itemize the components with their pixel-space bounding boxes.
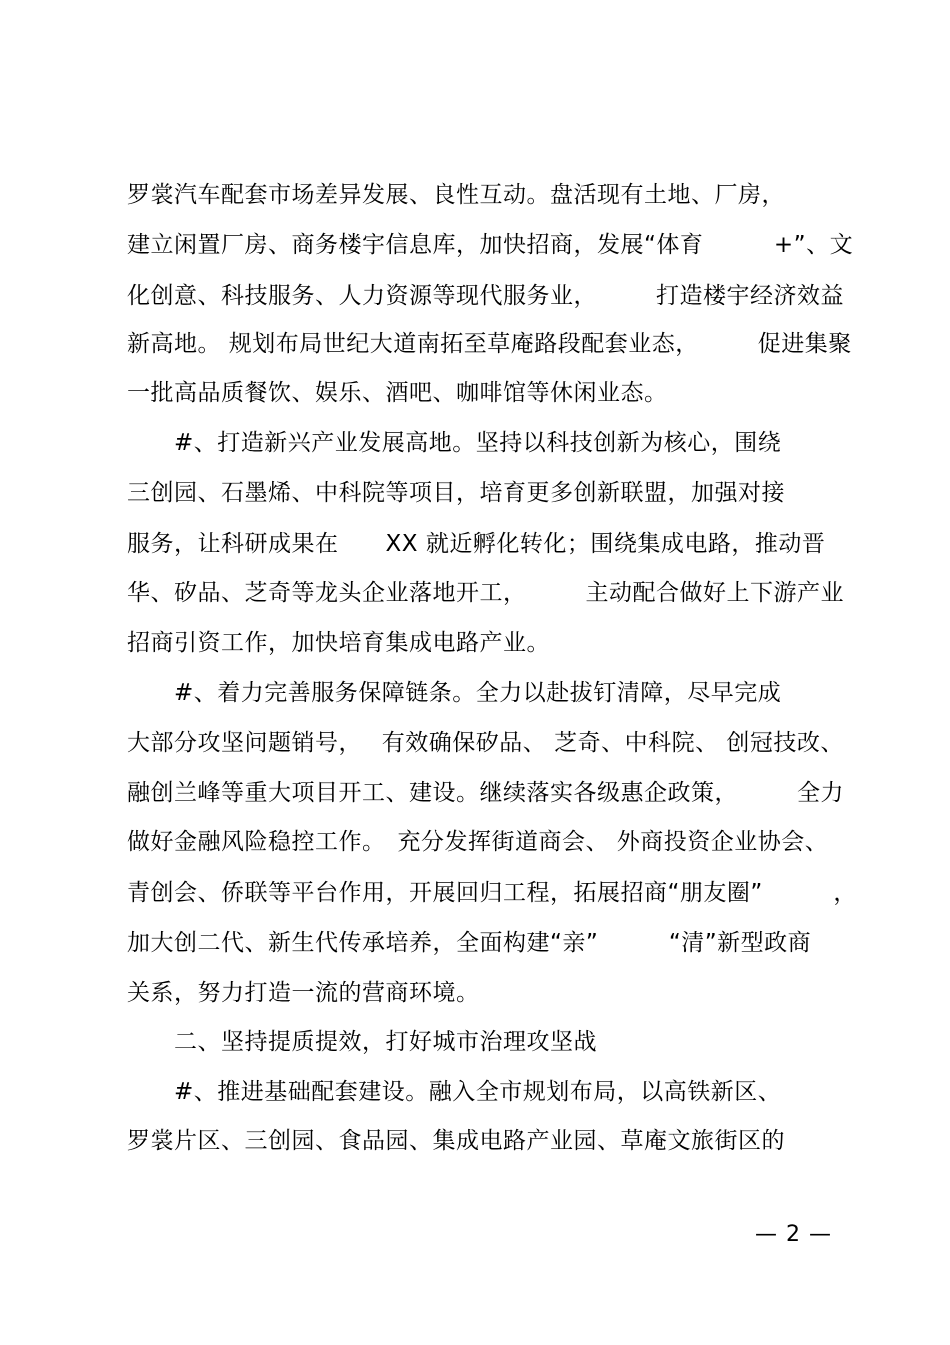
body-text-line: 青创会、侨联等平台作用，开展回归工程，拓展招商“朋友圈” ， — [127, 880, 857, 906]
body-text-line: 招商引资工作，加快培育集成电路产业。 — [127, 630, 550, 656]
body-text-line: 大部分攻坚问题销号， 有效确保矽品、 芝奇、中科院、 创冠技改、 — [127, 730, 844, 756]
page-number: — 2 — — [755, 1222, 832, 1247]
body-text-line: 加大创二代、新生代传承培养，全面构建“亲” “清”新型政商 — [127, 930, 812, 956]
body-text-line: 做好金融风险稳控工作。 充分发挥街道商会、 外商投资企业协会、 — [127, 829, 829, 855]
paragraph-heading-line: #、打造新兴产业发展高地。坚持以科技创新为核心，围绕 — [127, 430, 782, 456]
body-text-line: 罗裳汽车配套市场差异发展、良性互动。盘活现有土地、厂房， — [127, 182, 785, 208]
section-heading: 二、坚持提质提效，打好城市治理攻坚战 — [127, 1029, 597, 1055]
body-text-line: 融创兰峰等重大项目开工、建设。继续落实各级惠企政策， 全力 — [127, 780, 844, 806]
body-text-line: 化创意、科技服务、人力资源等现代服务业， 打造楼宇经济效益 — [127, 283, 844, 309]
body-text-line: 服务，让科研成果在 XX 就近孵化转化；围绕集成电路，推动晋 — [127, 531, 826, 557]
paragraph-heading-line: #、着力完善服务保障链条。全力以赴拔钉清障，尽早完成 — [127, 680, 782, 706]
body-text-line: 华、矽品、芝奇等龙头企业落地开工， 主动配合做好上下游产业 — [127, 580, 844, 606]
body-text-line: 一批高品质餐饮、娱乐、酒吧、咖啡馆等休闲业态。 — [127, 380, 668, 406]
body-text-line: 新高地。 规划布局世纪大道南拓至草庵路段配套业态， 促进集聚 — [127, 331, 852, 357]
body-text-line: 关系，努力打造一流的营商环境。 — [127, 980, 480, 1006]
body-text-line: 三创园、石墨烯、中科院等项目，培育更多创新联盟，加强对接 — [127, 480, 785, 506]
body-text-line: 罗裳片区、三创园、食品园、集成电路产业园、草庵文旅街区的 — [127, 1128, 785, 1154]
paragraph-heading-line: #、推进基础配套建设。融入全市规划布局，以高铁新区、 — [127, 1079, 782, 1105]
body-text-line: 建立闲置厂房、商务楼宇信息库，加快招商，发展“体育 +”、文 — [127, 232, 854, 258]
